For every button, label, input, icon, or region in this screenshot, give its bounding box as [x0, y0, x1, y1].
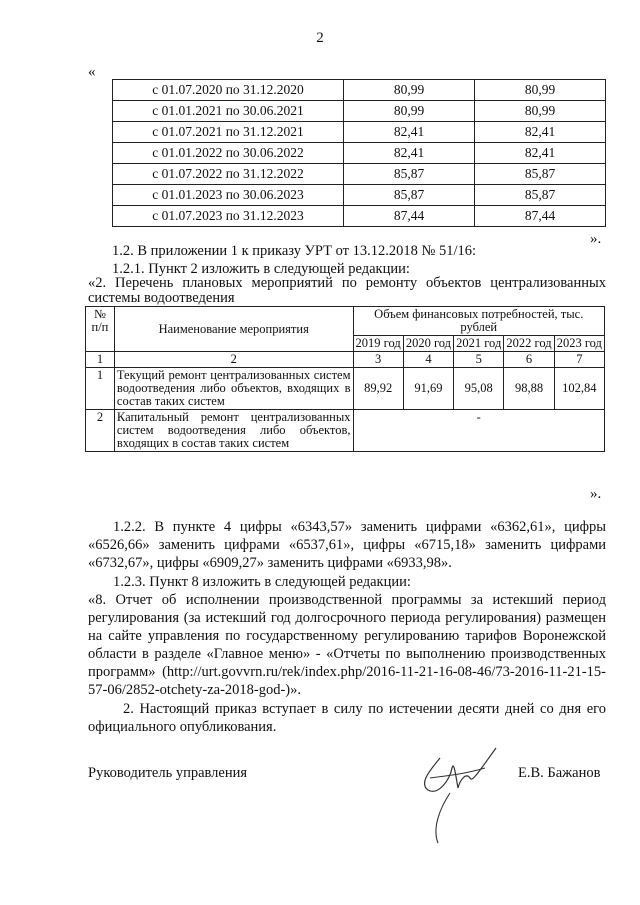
column-number: 6: [504, 352, 554, 368]
row2-dash: -: [353, 410, 604, 452]
column-number: 1: [86, 352, 115, 368]
tariff-row: [113, 101, 606, 122]
repair-plan-table: [85, 306, 605, 452]
year-header: 2022 год: [504, 336, 554, 352]
value-cell: 85,87: [475, 164, 606, 185]
section-2-title: «2. Перечень плановых мероприятий по ремонту объектов централизованных системы водоотведения: [88, 275, 606, 306]
period-cell: с 01.01.2022 по 30.06.2022: [113, 143, 344, 164]
header-num: № п/п: [86, 307, 115, 352]
period-cell: с 01.01.2023 по 30.06.2023: [113, 185, 344, 206]
tariff-row: [113, 164, 606, 185]
handwritten-signature: [410, 738, 510, 848]
opening-quote: «: [88, 64, 96, 80]
header-name: Наименование мероприятия: [114, 307, 353, 352]
item-1-2-2: 1.2.2. В пункте 4 цифры «6343,57» заменить цифрами «6362,61», цифры «6526,66» заменить цифрами «6537,61», цифры «6715,18» заменить цифрами «6732,67», цифры «6909,27» заменить цифрами «6933,98».: [88, 519, 606, 571]
tariff-row: [113, 80, 606, 101]
value-cell: 82,41: [344, 143, 475, 164]
value-cell: 87,44: [344, 206, 475, 227]
value-cell: 80,99: [475, 101, 606, 122]
value-cell: 87,44: [475, 206, 606, 227]
column-number: 2: [114, 352, 353, 368]
value-cell: 82,41: [344, 122, 475, 143]
table2-close-quote: ».: [590, 486, 602, 502]
tariff-row: [113, 206, 606, 227]
period-cell: с 01.07.2021 по 31.12.2021: [113, 122, 344, 143]
period-cell: с 01.07.2020 по 31.12.2020: [113, 80, 344, 101]
row1-value: 91,69: [403, 368, 453, 410]
tariff-row: [113, 122, 606, 143]
page-number: 2: [316, 30, 324, 46]
value-cell: 82,41: [475, 122, 606, 143]
value-cell: 85,87: [344, 164, 475, 185]
value-cell: 85,87: [475, 185, 606, 206]
value-cell: 80,99: [344, 101, 475, 122]
column-number: 4: [403, 352, 453, 368]
value-cell: 85,87: [344, 185, 475, 206]
period-cell: с 01.01.2021 по 30.06.2021: [113, 101, 344, 122]
row1-value: 89,92: [353, 368, 403, 410]
column-number: 7: [554, 352, 604, 368]
row1-value: 98,88: [504, 368, 554, 410]
signatory-title: Руководитель управления: [88, 765, 248, 781]
row2-num: 2: [86, 410, 115, 452]
year-header: 2020 год: [403, 336, 453, 352]
signatory-name: Е.В. Бажанов: [518, 765, 601, 781]
table1-close-quote: ».: [590, 231, 602, 247]
period-cell: с 01.07.2023 по 31.12.2023: [113, 206, 344, 227]
row2-name: Капитальный ремонт централизованных систем водоотведения либо объектов, входящих в состав таких систем: [114, 410, 353, 452]
tariff-row: [113, 185, 606, 206]
column-number: 3: [353, 352, 403, 368]
row1-value: 102,84: [554, 368, 604, 410]
year-header: 2019 год: [353, 336, 403, 352]
item-2: 2. Настоящий приказ вступает в силу по истечении десяти дней со дня его официального опубликования.: [88, 701, 606, 735]
value-cell: 80,99: [475, 80, 606, 101]
tariff-table: [112, 79, 606, 227]
period-cell: с 01.07.2022 по 31.12.2022: [113, 164, 344, 185]
header-group: Объем финансовых потребностей, тыс. рублей: [353, 307, 604, 336]
column-number: 5: [454, 352, 504, 368]
year-header: 2023 год: [554, 336, 604, 352]
year-header: 2021 год: [454, 336, 504, 352]
item-1-2: 1.2. В приложении 1 к приказу УРТ от 13.12.2018 № 51/16:: [112, 243, 477, 259]
row1-num: 1: [86, 368, 115, 410]
tariff-row: [113, 143, 606, 164]
item-1-2-3: 1.2.3. Пункт 8 изложить в следующей редакции:: [113, 574, 411, 590]
value-cell: 80,99: [344, 80, 475, 101]
item-8: «8. Отчет об исполнении производственной программы за истекший период регулирования (за истекший год долгосрочного периода регулирования) размещен на сайте управления по государственному регулированию тарифов Воронежской области в разделе «Главное меню» - «Отчеты по выполнению производственных программ» (http://urt.govvrn.ru/rek/index.php/2016-11-21-16-08-46/73-2016-11-21-15-57-06/2852-otchety-za-2018-god-)».: [88, 592, 606, 698]
row1-value: 95,08: [454, 368, 504, 410]
value-cell: 82,41: [475, 143, 606, 164]
row1-name: Текущий ремонт централизованных систем водоотведения либо объектов, входящих в состав таких систем: [114, 368, 353, 410]
item-1-2-1: 1.2.1. Пункт 2 изложить в следующей редакции:: [112, 261, 410, 277]
